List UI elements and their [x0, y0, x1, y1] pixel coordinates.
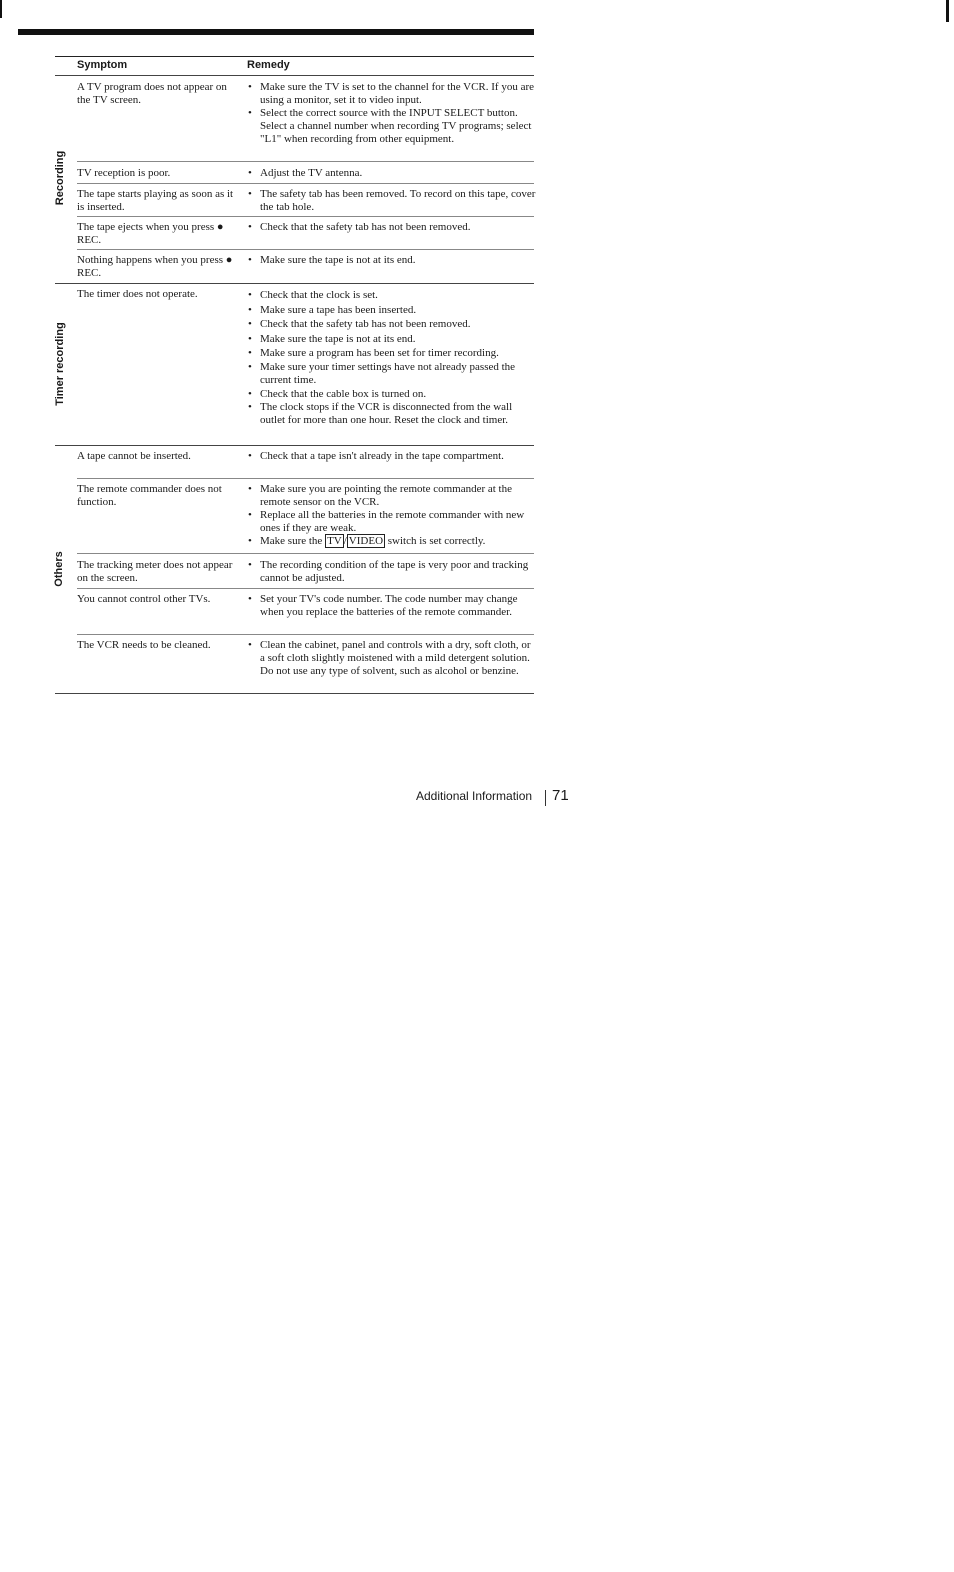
remedy-item: • The safety tab has been removed. To record on this tape, cover the tab hole. — [247, 188, 537, 214]
symptom-cell: A tape cannot be inserted. — [77, 450, 191, 462]
scan-edge-mark-left — [0, 0, 2, 18]
footer-section-title: Additional Information — [416, 789, 533, 803]
remedy-list — [247, 254, 537, 267]
header-bottom-rule — [55, 75, 534, 76]
remedy-list — [247, 450, 537, 463]
symptom-cell: The tracking meter does not appear on the screen. — [77, 559, 233, 584]
symptom-cell: The tape starts playing as soon as it is inserted. — [77, 188, 234, 213]
remedy-item: • The clock stops if the VCR is disconnected from the wall outlet for more than one hour. Reset the clock and timer. — [247, 401, 537, 427]
remedy-item: • Check that the safety tab has not been removed. — [247, 317, 537, 332]
switch-remedy-suffix: switch is set correctly. — [387, 535, 486, 547]
row-divider — [77, 478, 534, 479]
symptom-cell: TV reception is poor. — [77, 167, 171, 179]
remedy-list — [247, 593, 537, 619]
remedy-item: • Check that a tape isn't already in the tape compartment. — [247, 450, 537, 463]
remedy-list — [247, 483, 537, 548]
symptom-cell: A TV program does not appear on the TV screen. — [77, 81, 227, 106]
table-bottom-rule — [55, 693, 534, 694]
remedy-item: • Make sure the TV is set to the channel for the VCR. If you are using a monitor, set it to video input. — [247, 81, 537, 107]
row-divider — [77, 249, 534, 250]
remedy-item: • Check that the clock is set. — [247, 288, 537, 303]
remedy-list — [247, 221, 537, 234]
remedy-item: • Make sure your timer settings have not already passed the current time. — [247, 361, 537, 387]
symptom-cell: Nothing happens when you press ● REC. — [77, 254, 233, 279]
remedy-item: • Make sure a tape has been inserted. — [247, 303, 537, 318]
remedy-list — [247, 188, 537, 214]
row-divider — [77, 183, 534, 184]
symptom-cell: The timer does not operate. — [77, 288, 198, 300]
remedy-item: • The recording condition of the tape is very poor and tracking cannot be adjusted. — [247, 559, 537, 585]
row-divider — [77, 553, 534, 554]
remedy-list — [247, 639, 537, 678]
remedy-item: • Select the correct source with the INPUT SELECT button. Select a channel number when recording TV programs; select "L1" when recording from other equipment. — [247, 107, 537, 146]
remedy-item: • Replace all the batteries in the remote commander with new ones if they are weak. — [247, 509, 537, 535]
row-divider — [77, 588, 534, 589]
remedy-item: • Make sure you are pointing the remote commander at the remote sensor on the VCR. — [247, 483, 537, 509]
remedy-item: • Check that the safety tab has not been removed. — [247, 221, 537, 234]
remedy-item-switch — [247, 535, 537, 548]
symptom-cell: The tape ejects when you press ● REC. — [77, 221, 224, 246]
remedy-item: • Check that the cable box is turned on. — [247, 387, 537, 402]
remedy-item: • Set your TV's code number. The code number may change when you replace the batteries of the remote commander. — [247, 593, 537, 619]
remedy-list — [247, 81, 537, 146]
switch-remedy-prefix: Make sure the — [260, 535, 323, 547]
remedy-list — [247, 167, 537, 180]
video-key-label: VIDEO — [348, 535, 384, 547]
section-divider — [55, 445, 534, 446]
remedy-item: • Clean the cabinet, panel and controls with a dry, soft cloth, or a soft cloth slightly moistened with a mild detergent solution. Do not use any type of solvent, such as alcohol or benzine. — [247, 639, 537, 678]
remedy-item: • Make sure a program has been set for timer recording. — [247, 346, 537, 361]
section-divider — [55, 283, 534, 284]
symptom-cell: The remote commander does not function. — [77, 483, 222, 508]
remedy-column-header: Remedy — [247, 59, 290, 71]
symptom-cell: The VCR needs to be cleaned. — [77, 639, 211, 651]
tv-key-label: TV — [327, 535, 342, 547]
page-number: 71 — [552, 787, 569, 804]
top-rule — [18, 29, 534, 35]
row-divider — [77, 161, 534, 162]
header-top-rule — [55, 56, 534, 57]
section-label-timer-recording: Timer recording — [54, 322, 66, 406]
scan-edge-mark-right — [946, 0, 949, 22]
section-label-others: Others — [53, 551, 65, 587]
remedy-item: • Adjust the TV antenna. — [247, 167, 537, 180]
row-divider — [77, 216, 534, 217]
footer-divider — [545, 790, 546, 806]
row-divider — [77, 634, 534, 635]
slash-text: / — [343, 535, 347, 547]
remedy-list — [247, 288, 537, 427]
remedy-list — [247, 559, 537, 585]
remedy-item: • Make sure the tape is not at its end. — [247, 254, 537, 267]
remedy-item: • Make sure the tape is not at its end. — [247, 332, 537, 347]
symptom-cell: You cannot control other TVs. — [77, 593, 211, 605]
symptom-column-header: Symptom — [77, 59, 128, 71]
section-label-recording: Recording — [54, 150, 66, 206]
